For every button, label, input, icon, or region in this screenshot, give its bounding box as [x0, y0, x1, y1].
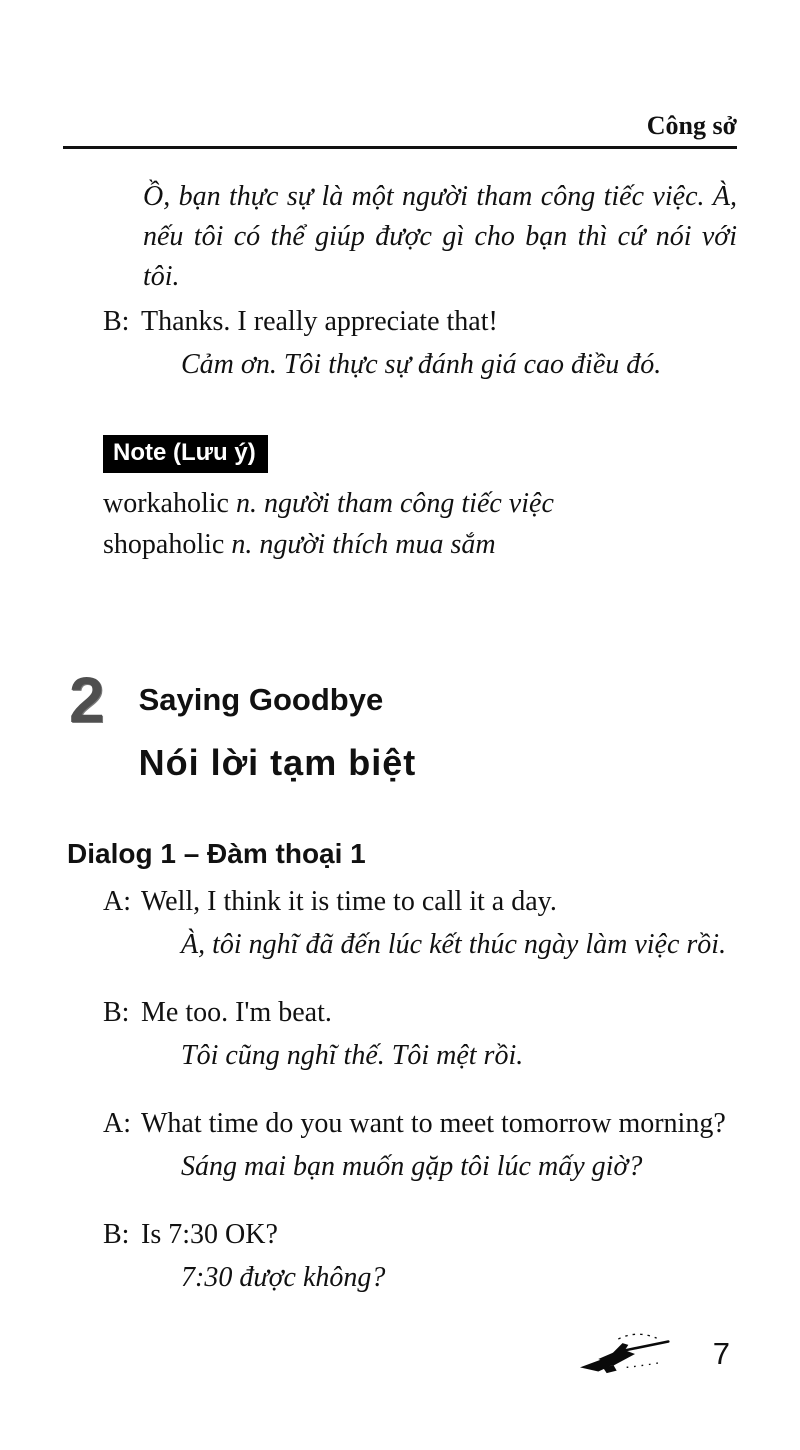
dialog-text-vi: À, tôi nghĩ đã đến lúc kết thúc ngày làm việc rồi. [181, 929, 727, 960]
dialog-text-vi: 7:30 được không? [181, 1262, 386, 1293]
dialog-text-vi: Sáng mai bạn muốn gặp tôi lúc mấy giờ? [181, 1151, 643, 1182]
dialog-line [103, 882, 737, 922]
dialog-text-en: What time do you want to meet tomorrow morning? [141, 1108, 726, 1139]
dialog-text-en: Thanks. I really appreciate that! [141, 306, 498, 337]
dialog1-body [63, 882, 737, 1298]
dialog-text-en: Well, I think it is time to call it a day. [141, 886, 557, 917]
speaker-label: A: [103, 886, 131, 917]
page-footer [575, 1328, 730, 1380]
unit-title-vi: Nói lời tạm biệt [138, 742, 417, 783]
unit-titles [139, 669, 417, 783]
speaker-label: A: [103, 1108, 131, 1139]
dialog-text-vi: Tôi cũng nghĩ thế. Tôi mệt rồi. [181, 1040, 524, 1071]
unit-heading [69, 664, 737, 783]
airplane-icon [575, 1328, 675, 1380]
unit-number: 2 [69, 664, 105, 736]
dialog-line [103, 1215, 737, 1255]
dialog-text-vi: Cảm ơn. Tôi thực sự đánh giá cao điều đó. [181, 349, 662, 380]
speaker-label: B: [103, 997, 130, 1028]
dialog-line [103, 302, 737, 342]
dialog-text-en: Me too. I'm beat. [141, 997, 332, 1028]
page-content [0, 110, 800, 1298]
speaker-label: B: [103, 1219, 130, 1250]
vocab-definition: n. người tham công tiếc việc [235, 488, 554, 519]
vocab-entry [103, 483, 737, 524]
dialog1-heading: Dialog 1 – Đàm thoại 1 [67, 838, 366, 869]
vocab-definition: n. người thích mua sắm [231, 529, 496, 560]
page-number: 7 [712, 1336, 730, 1371]
speaker-label: B: [103, 306, 130, 337]
note-badge: Note (Lưu ý) [103, 435, 268, 473]
dialog-text-en: Is 7:30 OK? [141, 1219, 278, 1250]
vocab-term: workaholic [103, 488, 229, 519]
vocab-entry [103, 524, 737, 565]
dialog-line [103, 993, 737, 1033]
unit-title-en: Saying Goodbye [138, 682, 384, 717]
dialog-line [103, 1104, 737, 1144]
intro-translation-vi: Ồ, bạn thực sự là một người tham công tiếc việc. À, nếu tôi có thể giúp được gì cho bạn thì cứ nói với tôi. [143, 181, 737, 292]
vocab-term: shopaholic [103, 529, 225, 560]
chapter-title: Công sở [646, 111, 737, 140]
running-header [63, 110, 737, 149]
